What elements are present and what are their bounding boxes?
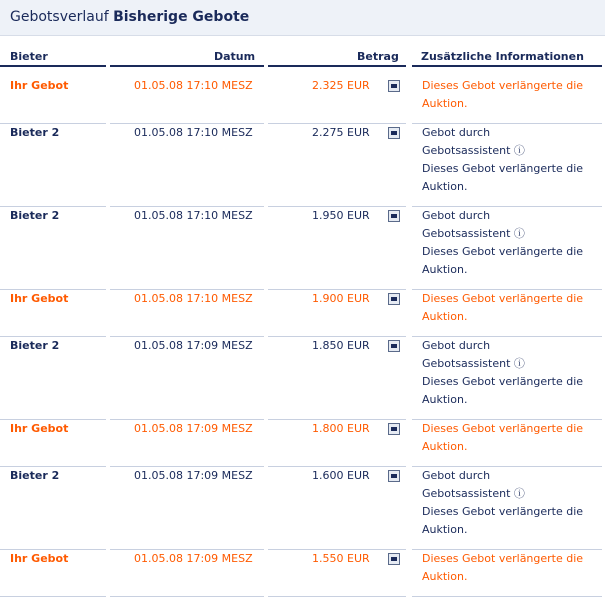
bid-info: [422, 290, 583, 326]
bid-date: 01.05.08 17:09 MESZ: [134, 552, 253, 565]
bid-info-line: Dieses Gebot verlängerte die: [422, 422, 584, 435]
bid-amount: 1.900 EUR: [312, 292, 370, 305]
currency-info-icon[interactable]: [388, 210, 400, 222]
bid-date: 01.05.08 17:10 MESZ: [134, 126, 253, 139]
table-row: [0, 124, 605, 207]
bid-info-line: Auktion.: [422, 310, 468, 323]
bid-info-line: Gebotsassistent ⓘ: [422, 357, 525, 370]
bid-info: [422, 550, 583, 586]
bid-info-line: Dieses Gebot verlängerte die: [422, 79, 584, 92]
column-header-bidder: Bieter: [10, 50, 48, 63]
column-header-date: Datum: [214, 50, 256, 63]
bid-info: [422, 77, 583, 113]
bid-info-line: Dieses Gebot verlängerte die: [422, 505, 584, 518]
column-underline-date: [110, 65, 264, 67]
bid-info-line: Auktion.: [422, 570, 468, 583]
table-row: [0, 77, 605, 124]
bid-amount: 1.950 EUR: [312, 209, 370, 222]
bid-info-line: Dieses Gebot verlängerte die: [422, 552, 584, 565]
bidder-name: Ihr Gebot: [10, 552, 69, 565]
bid-amount: 1.850 EUR: [312, 339, 370, 352]
bid-date: 01.05.08 17:10 MESZ: [134, 292, 253, 305]
bidder-name: Ihr Gebot: [10, 422, 69, 435]
bid-info-line: Gebotsassistent ⓘ: [422, 487, 525, 500]
bid-amount: 1.600 EUR: [312, 469, 370, 482]
bid-info-line: Gebotsassistent ⓘ: [422, 227, 525, 240]
bid-info: [422, 420, 583, 456]
header-prefix: Gebotsverlauf: [10, 9, 109, 25]
column-underline-amount: [268, 65, 406, 67]
bid-info-line: Gebot durch: [422, 126, 491, 139]
bidder-name: Ihr Gebot: [10, 292, 69, 305]
bid-info-line: Auktion.: [422, 523, 468, 536]
column-header-info: Zusätzliche Informationen: [421, 50, 584, 63]
table-row: [0, 290, 605, 337]
bidder-name: Ihr Gebot: [10, 79, 69, 92]
bid-date: 01.05.08 17:09 MESZ: [134, 422, 253, 435]
bid-info-line: Auktion.: [422, 440, 468, 453]
column-underline-info: [412, 65, 602, 67]
bid-date: 01.05.08 17:10 MESZ: [134, 79, 253, 92]
bid-info-line: Dieses Gebot verlängerte die: [422, 245, 584, 258]
bid-info-line: Gebot durch: [422, 209, 491, 222]
currency-info-icon[interactable]: [388, 293, 400, 305]
bid-info-line: Gebot durch: [422, 339, 491, 352]
table-row: [0, 550, 605, 597]
table-row: [0, 207, 605, 290]
currency-info-icon[interactable]: [388, 470, 400, 482]
table-row: [0, 467, 605, 550]
bid-info-line: Auktion.: [422, 97, 468, 110]
page-header: [0, 0, 605, 36]
bid-info-line: Auktion.: [422, 393, 468, 406]
bid-info-line: Dieses Gebot verlängerte die: [422, 292, 584, 305]
bidder-name: Bieter 2: [10, 339, 60, 352]
bid-info-line: Gebot durch: [422, 469, 491, 482]
bid-info: [422, 207, 583, 279]
currency-info-icon[interactable]: [388, 80, 400, 92]
bidder-name: Bieter 2: [10, 126, 60, 139]
bid-amount: 1.800 EUR: [312, 422, 370, 435]
bid-info: [422, 337, 583, 409]
bid-info-line: Gebotsassistent ⓘ: [422, 144, 525, 157]
column-underline-bidder: [0, 65, 106, 67]
bid-info-line: Auktion.: [422, 180, 468, 193]
bidder-name: Bieter 2: [10, 469, 60, 482]
column-header-amount: Betrag: [357, 50, 399, 63]
currency-info-icon[interactable]: [388, 553, 400, 565]
bid-info-line: Dieses Gebot verlängerte die: [422, 375, 584, 388]
bid-info-line: Dieses Gebot verlängerte die: [422, 162, 584, 175]
table-row: [0, 337, 605, 420]
bid-amount: 1.550 EUR: [312, 552, 370, 565]
bid-date: 01.05.08 17:09 MESZ: [134, 339, 253, 352]
currency-info-icon[interactable]: [388, 340, 400, 352]
bidder-name: Bieter 2: [10, 209, 60, 222]
page-title: Bisherige Gebote: [113, 9, 250, 25]
bid-amount: 2.275 EUR: [312, 126, 370, 139]
currency-info-icon[interactable]: [388, 127, 400, 139]
bid-date: 01.05.08 17:10 MESZ: [134, 209, 253, 222]
currency-info-icon[interactable]: [388, 423, 400, 435]
table-row: [0, 420, 605, 467]
bid-amount: 2.325 EUR: [312, 79, 370, 92]
bid-info-line: Auktion.: [422, 263, 468, 276]
bid-info: [422, 124, 583, 196]
bid-date: 01.05.08 17:09 MESZ: [134, 469, 253, 482]
bid-info: [422, 467, 583, 539]
